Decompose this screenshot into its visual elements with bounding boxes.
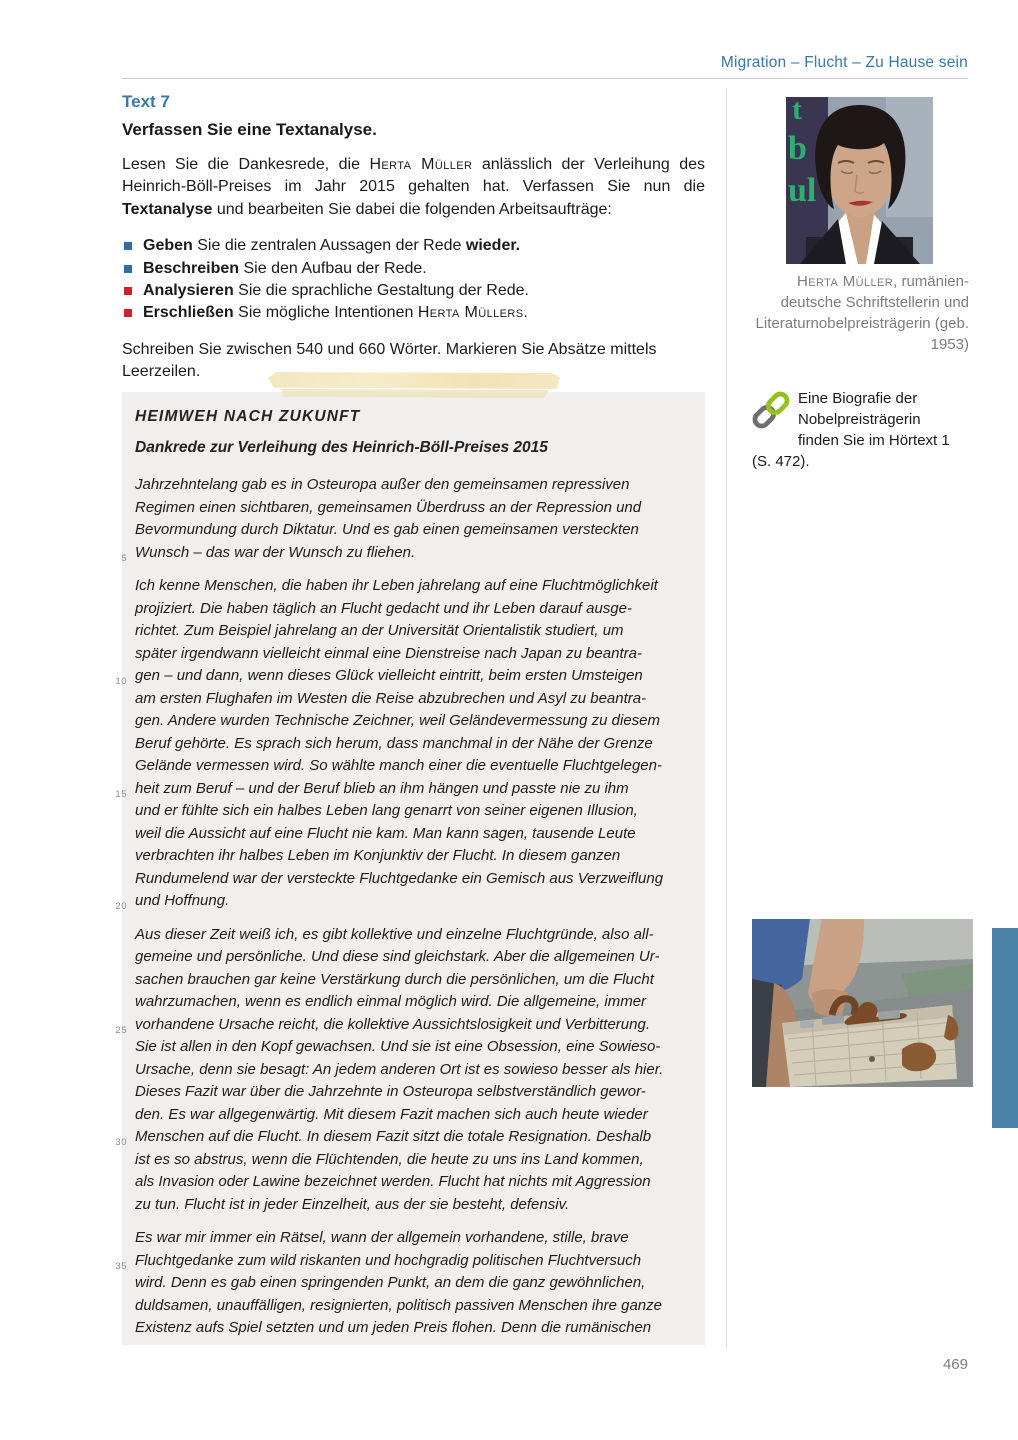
speech-line: als Invasion oder Lawine bezeichnet werden. Flucht hat nichts mit Aggression [135,1173,651,1190]
link-icon [752,390,790,430]
speech-line: gemeine und persönliche. Und diese sind gleichstark. Aber die allgemeinen Ur- [135,948,660,965]
speech-line: und er fühlte sich ein halbes Leben lang genarrt von seiner eigenen Illusion, [135,802,638,819]
portrait-caption-name: Herta Müller [797,273,894,290]
line-number: 10 [115,676,127,687]
tape-decoration [268,372,560,389]
speech-line: projiziert. Die haben täglich an Flucht gedacht und ihr Leben darauf ausge- [135,599,632,617]
speech-line: Jahrzehntelang gab es in Osteuropa außer den gemeinsamen repressiven [135,476,630,493]
speech-line: Es war mir immer ein Rätsel, wann der allgemein vorhandene, stille, brave [135,1229,629,1246]
speech-line: 15 heit zum Beruf – und der Beruf blieb an ihm hängen und passte nie zu ihm [135,778,685,801]
bullet-square-icon [124,265,132,273]
line-number: 25 [115,1024,127,1036]
speech-line: den. Es war allgegenwärtig. Mit diesem Fazit machen sich auch heute wieder [135,1105,648,1123]
speech-line: 35 Fluchtgedanke zum wild riskanten und hochgradig politischen Fluchtversuch [135,1250,685,1273]
speech-line: Beruf gehörte. Es sprach sich herum, dass manchmal in der Nähe der Grenze [135,734,653,752]
speech-line: Gelände vermessen wird. So wählte manch einer die eventuelle Fluchtgelegen- [135,757,662,774]
task-bullet [122,235,705,257]
speech-line: sachen brauchen gar keine Verstärkung durch die persönlichen, um die Flucht [135,970,654,988]
speech-line: Bevormundung durch Diktatur. Und es gab einen gemeinsamen versteckten [135,521,639,538]
svg-text:t: t [792,97,802,126]
speech-line: später irgendwann vielleicht einmal eine Dienstreise nach Japan zu beantra- [135,644,642,662]
task-bullet-text: Erschließen Sie mögliche Intentionen Herta Müllers. [143,304,528,322]
speech-line: Ich kenne Menschen, die haben ihr Leben jahrelang auf eine Fluchtmöglichkeit [135,577,658,594]
bullet-square-icon [124,242,132,250]
speech-line: Existenz aufs Spiel setzten und um jeden Preis flohen. Denn die rumänischen [135,1319,652,1336]
svg-text:b: b [788,130,807,167]
task-bullet [122,280,705,302]
speech-text-box [115,392,705,1345]
speech-subtitle: Dankrede zur Verleihung des Heinrich-Böll-Preises 2015 [135,439,548,456]
text-segment: und bearbeiten Sie dabei die folgenden Arbeitsaufträge: [212,200,612,218]
portrait-photo [786,97,933,264]
task-note: Schreiben Sie zwischen 540 und 660 Wörter. Markieren Sie Absätze mittels Leerzeilen. [122,340,657,381]
tape-decoration-shadow [281,389,549,398]
suitcase-photo [752,919,973,1087]
speech-line: Dieses Fazit war über die Jahrzehnte in Osteuropa selbstverständlich gewor- [135,1083,646,1100]
biography-note: Eine Biografie der Nobelpreisträgerin finden Sie im Hörtext 1 (S. 472). [752,390,950,470]
task-title: Verfassen Sie eine Textanalyse. [122,120,377,139]
task-bullet-text: Beschreiben Sie den Aufbau der Rede. [143,259,427,277]
speech-line: Sie ist allen in den Kopf gewachsen. Und sie ist eine Obsession, eine Sowieso- [135,1038,661,1055]
task-bullet [122,302,705,324]
speech-line: Ursache, denn sie besagt: An jedem anderen Ort ist es sowieso besser als hier. [135,1060,664,1078]
speech-line: 5 Wunsch – das war der Wunsch zu fliehen. [135,542,685,565]
speech-line: weil die Aussicht auf eine Flucht nie kam. Man kann sagen, tausende Leute [135,824,636,842]
line-number: 5 [121,552,127,564]
header-rule [122,78,968,79]
task-bullet-text: Geben Sie die zentralen Aussagen der Rede wieder. [143,237,521,255]
task-intro [122,154,705,221]
line-number: 15 [115,788,127,800]
main-column [122,92,705,384]
speech-line: wird. Denn es gab einen springenden Punkt, an dem die ganz gewöhnlichen, [135,1274,646,1291]
speech-line: duldsamen, unauffälligen, resignierten, politisch passiven Menschen ihre ganze [135,1296,662,1314]
speech-line: verbrachten ihr halbes Leben im Konjunktiv der Flucht. In diesem ganzen [135,847,621,864]
speech-line: zu tun. Flucht ist in jeder Einzelheit, aus der sie besteht, defensiv. [135,1195,570,1213]
task-list [122,235,705,325]
line-number: 35 [115,1260,127,1272]
speech-line: 20 und Hoffnung. [135,890,685,913]
speech-line: Regimen einen sichtbaren, gemeinsamen Überdruss an der Repression und [135,498,642,516]
speech-line: richtet. Zum Beispiel jahrelang an der Universität Orientalistik studiert, um [135,622,624,639]
speech-line: 10 gen – und dann, wenn dieses Glück vielleicht eintritt, beim ersten Umsteigen [135,665,685,688]
suitcase-photo-illustration [752,919,973,1087]
task-bullet [122,258,705,280]
task-bullet-text: Analysieren Sie die sprachliche Gestaltung der Rede. [143,282,529,300]
line-number: 20 [115,901,127,912]
portrait-caption [755,271,969,355]
chapter-header: Migration – Flucht – Zu Hause sein [720,54,968,71]
speech-line: 30 Menschen auf die Flucht. In diesem Fazit sitzt die totale Resignation. Deshalb [135,1126,685,1149]
text-segment: Textanalyse [122,200,213,218]
bullet-square-icon [124,287,132,295]
speech-line: Aus dieser Zeit weiß ich, es gibt kollektive und einzelne Fluchtgründe, also all- [135,925,654,943]
portrait-caption-rest: , rumänien-deutsche Schriftstellerin und Literaturnobelpreisträgerin (geb. 1953) [755,273,969,353]
page-number: 469 [942,1356,968,1373]
text-segment: anlässlich der Verleihung des Heinrich-Böll-Preises im Jahr 2015 gehalten hat. Verfassen Sie nun die [122,156,706,196]
speech-line: gen. Andere wurden Technische Zeichner, weil Geländevermessung zu diesem [135,712,661,729]
speech-line: Rundumelend war der versteckte Fluchtgedanke ein Gemisch aus Verzweiflung [135,869,664,887]
speech-line: wahrzumachen, wenn es endlich einmal möglich wird. Die allgemeine, immer [135,993,647,1010]
bullet-square-icon [124,309,132,317]
svg-text:ul: ul [788,172,817,209]
speech-line: 25 vorhandene Ursache reicht, die kollektive Aussichtslosigkeit und Verbitterung. [135,1014,685,1037]
text-segment: Lesen Sie die Dankesrede, die [122,156,370,173]
speech-title: HEIMWEH NACH ZUKUNFT [135,408,361,425]
portrait-photo-illustration [786,97,933,264]
speech-line: ist es so abstrus, wenn die Flüchtenden, die heute zu uns ins Land kommen, [135,1150,644,1168]
column-divider [726,88,727,1348]
biography-reference [752,388,964,472]
text-number-kicker: Text 7 [122,92,170,111]
speech-line: am ersten Flughafen im Westen die Reise abzubrechen und Asyl zu beantra- [135,689,647,707]
line-number: 30 [115,1137,127,1148]
text-segment: Herta Müller [369,156,473,173]
speech-body [115,474,685,1340]
chapter-edge-tab [992,928,1018,1128]
